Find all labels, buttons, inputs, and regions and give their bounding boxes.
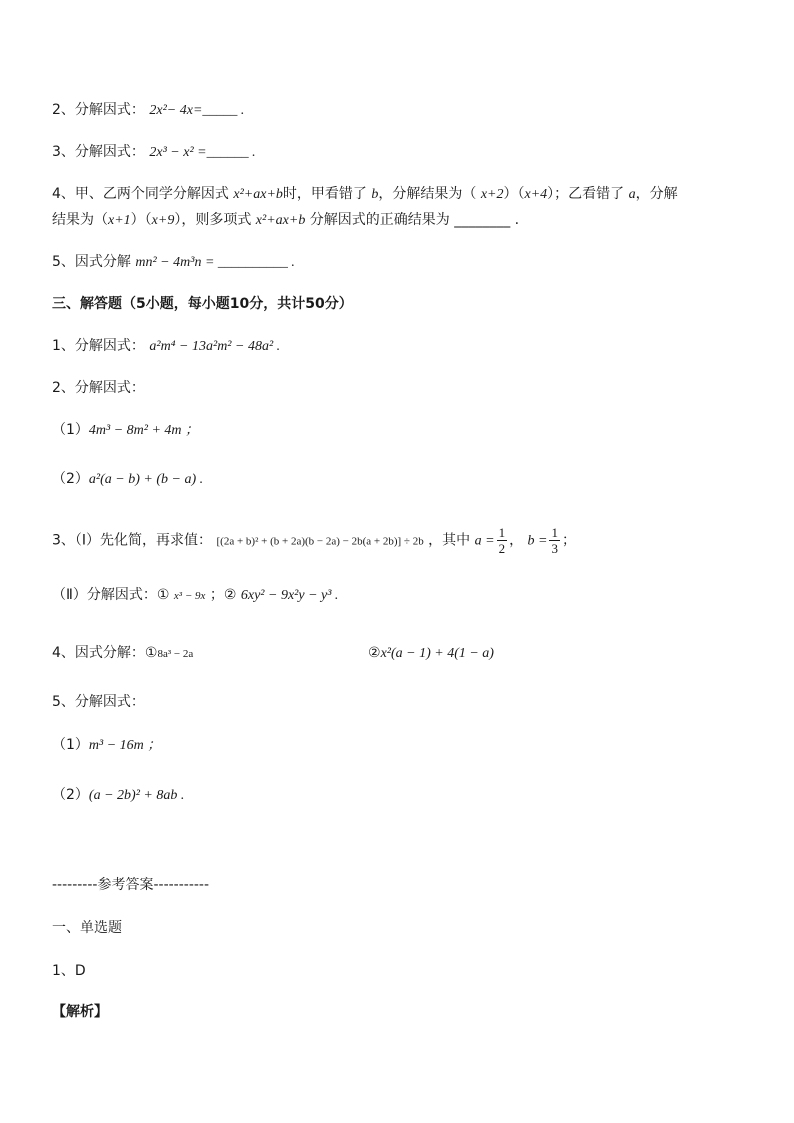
analysis-label: 【解析】 <box>52 1004 108 1020</box>
problem-5-part-1-label: （1） <box>52 737 89 753</box>
q4-expr2: x²+ax+b <box>255 213 306 228</box>
q4-line1-text: 4、甲、乙两个同学分解因式 <box>52 186 229 202</box>
problem-5: 5、分解因式： <box>52 694 145 710</box>
question-2-expr: 2x²− 4x=_____ . <box>149 103 245 118</box>
question-2-text: 2、分解因式： <box>52 102 145 118</box>
q4-end1: ，分解 <box>635 186 678 202</box>
q4-end2: 分解因式的正确结果为 ________ . <box>309 212 520 228</box>
problem-4-expr-2: x²(a − 1) + 4(1 − a) <box>380 646 494 661</box>
q4-b: b <box>371 187 379 202</box>
q4-factor-2: x+4 <box>524 187 548 202</box>
q4-a: a <box>628 187 636 202</box>
question-4-line-2 <box>52 210 519 231</box>
problem-4-expr-1: 8a³ − 2a <box>157 648 194 660</box>
problem-5-part-2-label: （2） <box>52 787 89 803</box>
q4-expr1: x²+ax+b <box>233 187 283 202</box>
problem-2-part-2 <box>52 469 203 490</box>
problem-5-part-1 <box>52 735 161 756</box>
q4-mid2: ，分解结果为（ <box>378 186 477 202</box>
problem-3-b-eq: b = <box>527 533 548 549</box>
question-5-expr: mn² − 4m³n = __________ . <box>135 255 295 270</box>
q4-factor-1: x+2 <box>480 187 504 202</box>
problem-2-part-1 <box>52 420 199 441</box>
problem-3-end: ； <box>561 532 576 549</box>
problem-4-part-2 <box>368 643 494 664</box>
problem-2: 2、分解因式： <box>52 380 145 396</box>
problem-3-part-2 <box>52 585 338 606</box>
q4-mid1: 时，甲看错了 <box>282 186 367 202</box>
problem-5-part-2-expr: (a − 2b)² + 8ab . <box>88 788 185 803</box>
fraction-b-den: 3 <box>551 541 558 556</box>
fraction-b-num: 1 <box>551 525 558 540</box>
problem-2-part-1-expr: 4m³ − 8m² + 4m ； <box>88 423 200 438</box>
answer-divider: ---------参考答案----------- <box>52 877 210 893</box>
q4-factor-4: x+9 <box>151 213 175 228</box>
answer-q1: 1、D <box>52 963 86 979</box>
problem-3-part-2-expr-1: x³ − 9x <box>173 590 206 602</box>
question-5-text: 5、因式分解 <box>52 254 131 270</box>
problem-1 <box>52 336 280 357</box>
q4-line2-text: 结果为（ <box>52 212 108 228</box>
question-3-expr: 2x³ − x² =______ . <box>149 145 256 160</box>
answer-section-1: 一、单选题 <box>52 920 122 936</box>
problem-4-text: 4、因式分解：① <box>52 645 158 661</box>
problem-3-part-2-label: （Ⅱ）分解因式：① <box>52 587 170 603</box>
problem-5-part-2 <box>52 785 184 806</box>
q4-sep1: ）（ <box>503 186 525 202</box>
fraction-b <box>549 525 560 556</box>
q4-sep2: ）（ <box>130 212 152 228</box>
q4-mid3: ）；乙看错了 <box>547 186 625 202</box>
problem-5-part-1-expr: m³ − 16m ； <box>88 738 162 753</box>
question-4-line-1 <box>52 184 678 205</box>
problem-4 <box>52 643 193 664</box>
problem-3-mid: ，其中 <box>428 532 471 549</box>
question-3 <box>52 142 256 163</box>
problem-1-expr: a²m⁴ − 13a²m² − 48a² . <box>149 339 281 354</box>
problem-3-part-2-sep: ；② <box>209 587 237 603</box>
question-2 <box>52 100 244 121</box>
question-3-text: 3、分解因式： <box>52 144 145 160</box>
problem-2-part-1-label: （1） <box>52 422 89 438</box>
section-3-heading: 三、解答题（5小题，每小题10分，共计50分） <box>52 296 353 312</box>
problem-2-part-2-label: （2） <box>52 471 89 487</box>
fraction-a <box>497 525 508 556</box>
fraction-a-den: 2 <box>498 541 506 556</box>
problem-3-part-1 <box>52 525 576 556</box>
q4-factor-3: x+1 <box>108 213 131 228</box>
problem-3-part-2-expr-2: 6xy² − 9x²y − y³ . <box>240 588 339 603</box>
problem-2-part-2-expr: a²(a − b) + (b − a) . <box>88 472 204 487</box>
problem-3-comma: ， <box>509 532 524 549</box>
problem-4-label-2: ② <box>368 645 381 661</box>
problem-3-expr: [(2a + b)² + (b + 2a)(b − 2a) − 2b(a + 2b)] ÷ 2b <box>216 535 424 548</box>
problem-3-label: 3、（Ⅰ）先化简，再求值： <box>52 532 213 549</box>
q4-mid4: ），则多项式 <box>174 212 252 228</box>
question-5 <box>52 252 295 273</box>
problem-1-text: 1、分解因式： <box>52 338 145 354</box>
problem-3-a-eq: a = <box>474 533 495 549</box>
fraction-a-num: 1 <box>498 525 506 540</box>
